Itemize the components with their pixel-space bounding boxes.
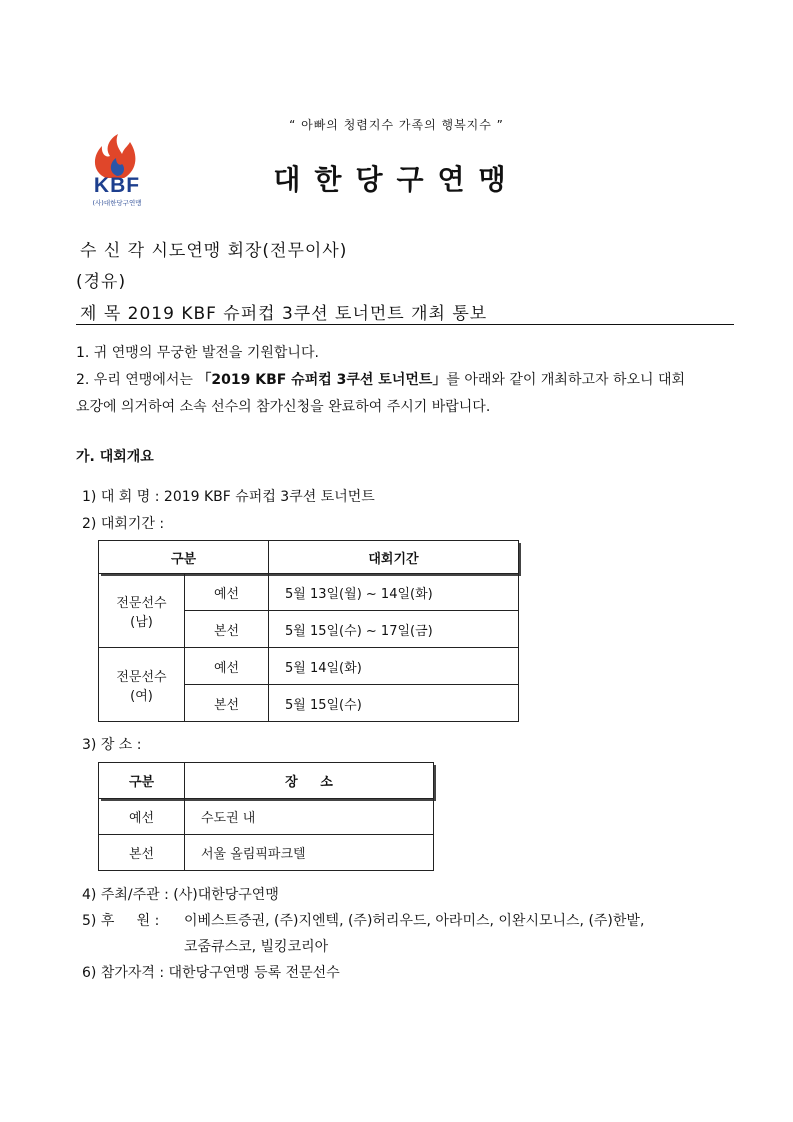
venue-stage-cell: 예선 bbox=[99, 799, 185, 835]
venue-place-cell: 수도권 내 bbox=[185, 799, 434, 835]
group-men-line2: (남) bbox=[130, 614, 153, 630]
item-host: 4) 주최/주관 : (사)대한당구연맹 bbox=[82, 887, 279, 903]
body-line-2-pre: 2. 우리 연맹에서는 bbox=[76, 372, 198, 388]
item-period: 2) 대회기간 : bbox=[82, 516, 165, 532]
dates-cell: 5월 13일(월) ~ 14일(화) bbox=[269, 574, 519, 611]
dates-cell: 5월 15일(수) ~ 17일(금) bbox=[269, 611, 519, 648]
recipient: 수 신 각 시도연맹 회장(전무이사) bbox=[80, 241, 348, 261]
body-line-2-post: 를 아래와 같이 개최하고자 하오니 대회 bbox=[446, 372, 686, 388]
dates-cell: 5월 15일(수) bbox=[269, 685, 519, 722]
item-eligibility: 6) 참가자격 : 대한당구연맹 등록 전문선수 bbox=[82, 965, 340, 981]
group-men-line1: 전문선수 bbox=[116, 595, 167, 611]
item-venue: 3) 장 소 : bbox=[82, 737, 142, 753]
venue-table bbox=[98, 762, 434, 871]
stage-cell: 예선 bbox=[185, 574, 269, 611]
header-divider bbox=[76, 324, 734, 325]
dates-cell: 5월 14일(화) bbox=[269, 648, 519, 685]
item-name: 1) 대 회 명 : 2019 KBF 슈퍼컵 3쿠션 토너먼트 bbox=[82, 489, 375, 505]
stage-cell: 본선 bbox=[185, 611, 269, 648]
item-sponsor-line2: 코줌큐스코, 빌킹코리아 bbox=[184, 939, 329, 955]
period-header-category: 구분 bbox=[99, 541, 269, 574]
body-line-2 bbox=[76, 367, 734, 394]
logo-text: KBF bbox=[93, 174, 141, 197]
period-table bbox=[98, 540, 519, 722]
venue-place-cell: 서울 올림픽파크텔 bbox=[185, 835, 434, 871]
venue-stage-cell: 본선 bbox=[99, 835, 185, 871]
subject: 제 목 2019 KBF 슈퍼컵 3쿠션 토너먼트 개최 통보 bbox=[80, 304, 488, 324]
group-women-line2: (여) bbox=[130, 688, 153, 704]
logo-subtext: (사)대한당구연맹 bbox=[92, 199, 142, 207]
via: (경유) bbox=[76, 272, 127, 292]
organization-title: 대한당구연맹 bbox=[273, 163, 520, 196]
group-women-line1: 전문선수 bbox=[116, 669, 167, 685]
body-line-3: 요강에 의거하여 소속 선수의 참가신청을 완료하여 주시기 바랍니다. bbox=[76, 399, 491, 415]
venue-header-category: 구분 bbox=[99, 763, 185, 799]
group-men bbox=[99, 574, 185, 648]
section-title: 가. 대회개요 bbox=[76, 449, 154, 465]
stage-cell: 예선 bbox=[185, 648, 269, 685]
tournament-name: 「2019 KBF 슈퍼컵 3쿠션 토너먼트」 bbox=[197, 372, 447, 388]
item-sponsor-label: 5) 후 원 : bbox=[82, 913, 160, 929]
item-sponsor-line1: 이베스트증권, (주)지엔텍, (주)허리우드, 아라미스, 이완시모니스, (주)한밭, bbox=[184, 913, 645, 929]
venue-header-place: 장 소 bbox=[185, 763, 434, 799]
slogan: “ 아빠의 청렴지수 가족의 행복지수 ” bbox=[289, 118, 504, 132]
stage-cell: 본선 bbox=[185, 685, 269, 722]
body-line-1: 1. 귀 연맹의 무궁한 발전을 기원합니다. bbox=[76, 345, 319, 361]
period-header-dates: 대회기간 bbox=[269, 541, 519, 574]
group-women bbox=[99, 648, 185, 722]
